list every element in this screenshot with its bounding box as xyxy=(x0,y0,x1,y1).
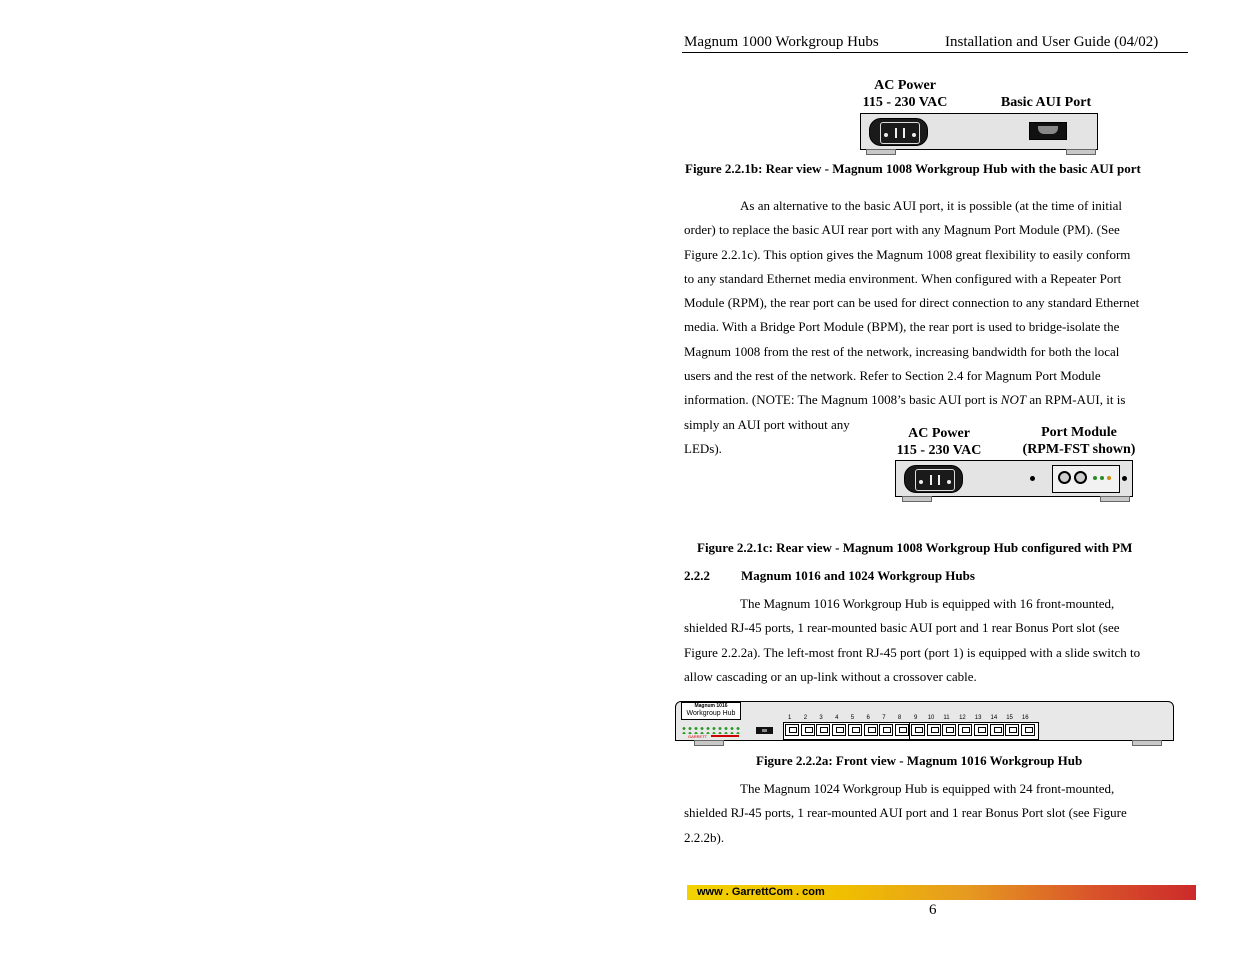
text-line: to any standard Ethernet media environment. When configured with a Repeater Port xyxy=(684,270,1122,286)
text-line: The Magnum 1016 Workgroup Hub is equipped with 16 front-mounted, xyxy=(740,596,1115,611)
screw-icon xyxy=(1030,476,1035,481)
device-foot xyxy=(902,496,932,502)
aui-port-icon xyxy=(1029,122,1067,140)
port-number-label: 11 xyxy=(943,715,950,721)
fiber-connector-icon xyxy=(1074,471,1087,484)
text-line: simply an AUI port without any xyxy=(684,416,850,432)
section-number: 2.2.2 xyxy=(684,568,710,583)
fig-b-ac-power-label xyxy=(860,77,950,111)
text-line: LEDs). xyxy=(684,440,722,456)
rj45-port-icon xyxy=(848,724,862,736)
rj45-port-icon xyxy=(942,724,956,736)
device-foot xyxy=(1066,149,1096,155)
fiber-connector-icon xyxy=(1058,471,1071,484)
port-number-label: 2 xyxy=(803,715,808,721)
fig-c-ac-power-line2: 115 - 230 VAC xyxy=(896,443,982,458)
text-line: shielded RJ-45 ports, 1 rear-mounted basic AUI port and 1 rear Bonus Port slot (see xyxy=(684,620,1120,636)
text-line: allow cascading or an up-link without a crossover cable. xyxy=(684,668,977,684)
port-number-label: 8 xyxy=(897,715,902,721)
text-line xyxy=(684,388,1189,412)
text-line: The Magnum 1024 Workgroup Hub is equipped with 24 front-mounted, xyxy=(740,781,1115,796)
text-line: Module (RPM), the rear port can be used for direct connection to any standard Ethernet xyxy=(684,295,1140,311)
rj45-port-icon xyxy=(832,724,846,736)
brand-logo: GARRETT xyxy=(688,734,708,739)
text-segment: an RPM-AUI, it is xyxy=(1026,392,1126,408)
port-number-label: 6 xyxy=(866,715,870,721)
rj45-port-icon xyxy=(974,724,988,736)
header-left: Magnum 1000 Workgroup Hubs xyxy=(684,34,879,50)
port-number-label: 14 xyxy=(990,715,998,721)
fig-c-port-module-label xyxy=(1018,424,1140,458)
device-foot xyxy=(1132,740,1162,746)
rear-view-device-pm xyxy=(895,460,1133,497)
fig-b-ac-power-line1: AC Power xyxy=(874,78,936,93)
led-amber-icon xyxy=(1107,476,1111,480)
port-number-label: 7 xyxy=(882,715,886,721)
fig-b-aui-label: Basic AUI Port xyxy=(1000,95,1092,110)
status-leds-icon xyxy=(681,726,741,734)
rear-view-device-aui xyxy=(860,113,1098,150)
text-line: Figure 2.2.2a). The left-most front RJ-45 port (port 1) is equipped with a slide switch to xyxy=(684,644,1141,660)
text-line: order) to replace the basic AUI rear port with any Magnum Port Module (PM). (See xyxy=(684,222,1120,238)
brand-bar xyxy=(711,735,739,737)
fig-b-ac-power-line2: 115 - 230 VAC xyxy=(862,95,948,110)
rj45-port-icon xyxy=(785,724,799,736)
device-foot xyxy=(694,740,724,746)
section-title: Magnum 1016 and 1024 Workgroup Hubs xyxy=(741,568,975,583)
port-number-label: 16 xyxy=(1021,715,1029,721)
paragraph-pm-alternative xyxy=(684,194,1189,461)
rj45-port-icon xyxy=(895,724,909,736)
rj45-port-icon xyxy=(1021,724,1035,736)
rj45-port-icon xyxy=(990,724,1004,736)
device-nameplate xyxy=(681,702,741,720)
port-number-label: 13 xyxy=(974,715,982,721)
screw-icon xyxy=(1122,476,1127,481)
fig-c-caption: Figure 2.2.1c: Rear view - Magnum 1008 Workgroup Hub configured with PM xyxy=(697,540,1133,555)
text-line: 2.2.2b). xyxy=(684,829,725,845)
text-line: users and the rest of the network. Refer to Section 2.4 for Magnum Port Module xyxy=(684,368,1101,384)
port-number-label: 12 xyxy=(959,715,966,721)
led-green-icon xyxy=(1100,476,1104,480)
rj45-port-icon xyxy=(864,724,878,736)
fig-c-ac-power-label xyxy=(890,425,988,459)
text-line: media. With a Bridge Port Module (BPM), the rear port is used to bridge-isolate the xyxy=(684,319,1120,335)
port-number-label: 4 xyxy=(835,715,839,721)
slide-switch-icon xyxy=(756,727,773,734)
rj45-port-icon xyxy=(816,724,830,736)
rj45-port-icon xyxy=(801,724,815,736)
header-rule xyxy=(682,52,1188,53)
rj45-port-icon xyxy=(927,724,941,736)
footer-banner xyxy=(687,885,1196,900)
device-model: Magnum 1016 xyxy=(694,703,728,709)
port-module-icon xyxy=(1052,465,1120,493)
paragraph-magnum-1024 xyxy=(684,777,1189,850)
port-number-label: 15 xyxy=(1006,715,1013,721)
ac-power-socket-icon xyxy=(869,118,928,146)
device-foot xyxy=(866,149,896,155)
port-number-label: 9 xyxy=(914,715,918,721)
header-right: Installation and User Guide (04/02) xyxy=(945,34,1159,50)
led-green-icon xyxy=(1093,476,1097,480)
text-line: Figure 2.2.1c). This option gives the Magnum 1008 great flexibility to easily conform xyxy=(684,246,1131,262)
rj45-port-icon xyxy=(1005,724,1019,736)
port-number-label: 1 xyxy=(788,715,792,721)
rj45-port-icon xyxy=(911,724,925,736)
fig-c-ac-power-line1: AC Power xyxy=(908,426,970,441)
ac-power-socket-icon xyxy=(904,465,963,493)
text-line: shielded RJ-45 ports, 1 rear-mounted AUI port and 1 rear Bonus Port slot (see Figure xyxy=(684,805,1127,821)
text-line: Magnum 1008 from the rest of the network, increasing bandwidth for both the local xyxy=(684,343,1120,359)
fig-c-pm-line1: Port Module xyxy=(1041,425,1117,440)
device-foot xyxy=(1100,496,1130,502)
text-line: As an alternative to the basic AUI port, it is possible (at the time of initial xyxy=(740,198,1122,213)
port-number-label: 10 xyxy=(927,715,935,721)
emphasis-not: NOT xyxy=(1000,392,1027,408)
device-name: Workgroup Hub xyxy=(686,710,736,717)
footer-url: www . GarrettCom . com xyxy=(697,886,825,898)
rj45-port-icon xyxy=(879,724,893,736)
fig-c-pm-line2: (RPM-FST shown) xyxy=(1022,442,1136,457)
text-segment: information. (NOTE: The Magnum 1008’s basic AUI port is xyxy=(684,392,1001,408)
port-number-label: 5 xyxy=(850,715,855,721)
port-number-label: 3 xyxy=(819,715,823,721)
paragraph-magnum-1016 xyxy=(684,592,1189,689)
fig-b-caption: Figure 2.2.1b: Rear view - Magnum 1008 Workgroup Hub with the basic AUI port xyxy=(685,161,1141,176)
page-number: 6 xyxy=(929,902,937,918)
fig-2a-caption: Figure 2.2.2a: Front view - Magnum 1016 Workgroup Hub xyxy=(756,753,1083,768)
rj45-port-icon xyxy=(958,724,972,736)
